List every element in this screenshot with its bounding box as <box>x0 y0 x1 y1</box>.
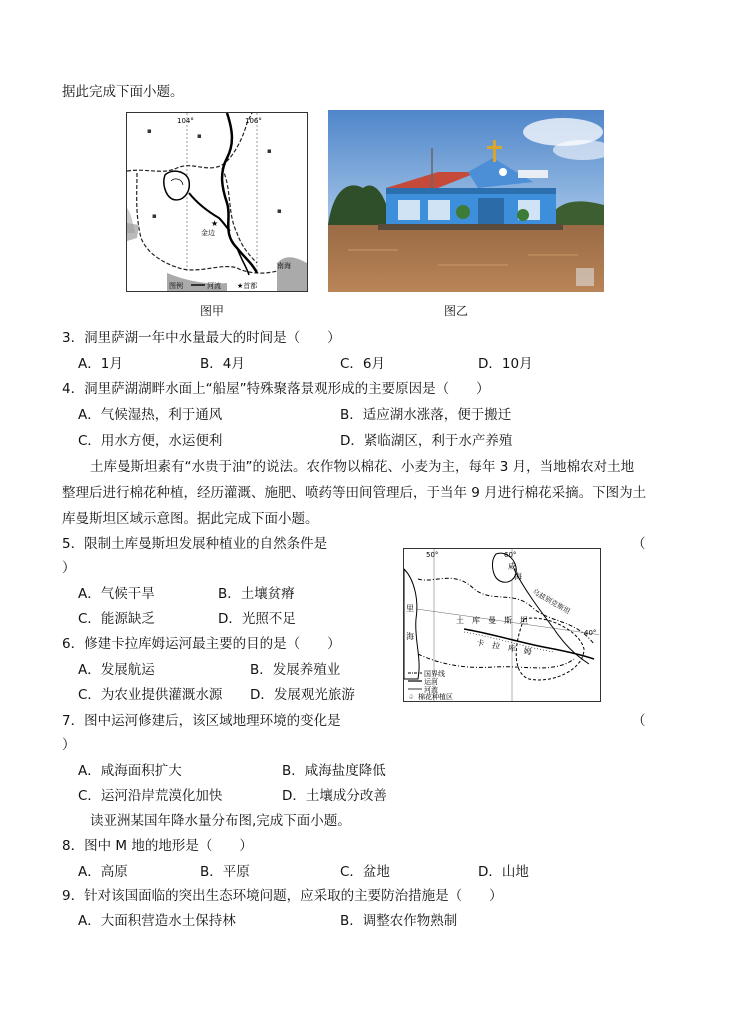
tkm-para-line3: 库曼斯坦区域示意图。据此完成下面小题。 <box>62 511 319 527</box>
q8-stem: 8．图中 M 地的地形是（ ） <box>62 838 253 854</box>
label-hai: 海 <box>514 572 522 581</box>
q4-option-b[interactable]: B．适应湖水涨落，便于搬迁 <box>340 407 512 423</box>
q6-stem: 6．修建卡拉库姆运河最主要的目的是（ ） <box>62 636 341 652</box>
q5-option-b[interactable]: B．土壤贫瘠 <box>218 586 295 602</box>
q7-paren-close: ） <box>62 737 76 753</box>
place-jinbian: 金边 <box>201 229 215 237</box>
q7-option-b[interactable]: B．咸海盐度降低 <box>282 763 386 779</box>
q8-option-b[interactable]: B．平原 <box>200 864 250 880</box>
q6-option-d[interactable]: D．发展观光旅游 <box>250 687 355 703</box>
legend-canal: 运河 <box>424 678 438 686</box>
map-figure-jia <box>126 112 308 292</box>
q8-option-d[interactable]: D．山地 <box>478 864 529 880</box>
q7-paren-open: （ <box>632 713 646 729</box>
map-figure-tkm <box>403 548 601 702</box>
q8-option-a[interactable]: A．高原 <box>78 864 128 880</box>
map-tkm-svg <box>404 549 600 701</box>
q6-option-b[interactable]: B．发展养殖业 <box>250 662 341 678</box>
lon-104-label: 104° <box>177 117 194 125</box>
q7-stem: 7．图中运河修建后，该区域地理环境的变化是 <box>62 713 341 729</box>
svg-text:▪: ▪ <box>277 207 282 215</box>
q3-option-a[interactable]: A．1月 <box>78 356 123 372</box>
label-country: 土 库 曼 斯 坦 <box>456 616 528 625</box>
label-xian: 咸 <box>508 562 516 571</box>
q3-option-d[interactable]: D．10月 <box>478 356 533 372</box>
intro-text: 据此完成下面小题。 <box>62 84 184 100</box>
caption-yi: 图乙 <box>444 304 469 318</box>
legend-cotton-icon: ♤ <box>408 693 415 701</box>
label-karakum: 卡 拉 库 姆 <box>475 638 533 657</box>
legend-river: 河流 <box>424 686 438 694</box>
lon-50-label: 50° <box>426 551 439 559</box>
legend-cotton: 棉花种植区 <box>418 693 453 701</box>
asia-intro: 读亚洲某国年降水量分布图,完成下面小题。 <box>90 813 351 829</box>
q3-option-c[interactable]: C．6月 <box>340 356 386 372</box>
map-jia-svg <box>127 113 307 291</box>
legend-border: 国界线 <box>424 670 445 678</box>
q3-stem: 3．洞里萨湖一年中水量最大的时间是（ ） <box>62 330 341 346</box>
tkm-para-line2: 整理后进行棉花种植，经历灌溉、施肥、喷药等田间管理后，于当年 9 月进行棉花采摘。下图为土 <box>62 485 647 501</box>
legend-river: 河流 <box>207 282 221 290</box>
q7-option-c[interactable]: C．运河沿岸荒漠化加快 <box>78 788 223 804</box>
q4-option-c[interactable]: C．用水方便，水运便利 <box>78 433 223 449</box>
lon-106-label: 106° <box>245 117 262 125</box>
q6-option-a[interactable]: A．发展航运 <box>78 662 155 678</box>
q9-option-b[interactable]: B．调整农作物熟制 <box>340 913 458 929</box>
q5-stem: 5．限制土库曼斯坦发展种植业的自然条件是 <box>62 536 328 552</box>
q4-option-a[interactable]: A．气候湿热，利于通风 <box>78 407 223 423</box>
label-nanhai: 南海 <box>277 262 291 270</box>
lon-60-label: 60° <box>504 551 517 559</box>
q7-option-d[interactable]: D．土壤成分改善 <box>282 788 387 804</box>
q9-option-a[interactable]: A．大面积营造水土保持林 <box>78 913 236 929</box>
label-li: 里 <box>406 604 414 613</box>
q5-option-d[interactable]: D．光照不足 <box>218 611 296 627</box>
tkm-para-line1: 土库曼斯坦素有“水贵于油”的说法。农作物以棉花、小麦为主，每年 3 月，当地棉农对土地 <box>90 459 635 475</box>
legend-capital: ★首都 <box>237 282 258 290</box>
q7-option-a[interactable]: A．咸海面积扩大 <box>78 763 182 779</box>
q5-paren-close: ） <box>62 560 76 576</box>
q4-option-d[interactable]: D．紧临湖区，利于水产养殖 <box>340 433 513 449</box>
svg-text:▪: ▪ <box>147 127 152 135</box>
svg-text:★: ★ <box>211 219 219 228</box>
lat-40-label: 40° <box>584 629 597 637</box>
q8-option-c[interactable]: C．盆地 <box>340 864 390 880</box>
label-uzbek: 乌兹别克斯坦 <box>531 587 572 616</box>
q6-option-c[interactable]: C．为农业提供灌溉水源 <box>78 687 223 703</box>
legend-prefix: 图例 <box>169 282 183 290</box>
q9-stem: 9．针对该国面临的突出生态环境问题，应采取的主要防治措施是（ ） <box>62 888 503 904</box>
photo-figure-yi <box>328 110 604 292</box>
svg-text:▪: ▪ <box>267 147 272 155</box>
q3-option-b[interactable]: B．4月 <box>200 356 245 372</box>
q5-option-c[interactable]: C．能源缺乏 <box>78 611 155 627</box>
q5-option-a[interactable]: A．气候干旱 <box>78 586 155 602</box>
svg-text:▪: ▪ <box>197 132 202 140</box>
q5-paren-open: （ <box>632 536 646 552</box>
label-hai2: 海 <box>406 632 414 641</box>
caption-jia: 图甲 <box>200 304 225 318</box>
svg-text:▪: ▪ <box>152 212 157 220</box>
photo-yi-svg <box>328 110 604 292</box>
q4-stem: 4．洞里萨湖湖畔水面上“船屋”特殊聚落景观形成的主要原因是（ ） <box>62 381 490 397</box>
